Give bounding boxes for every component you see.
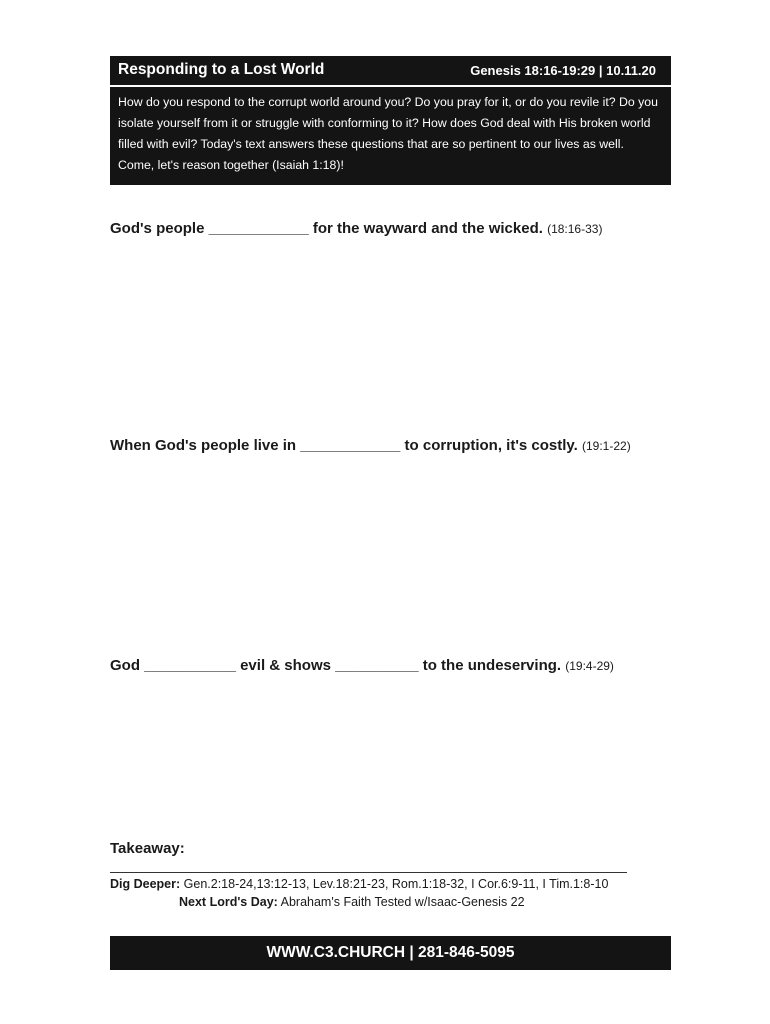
point-2-text: When God's people live in ____________ to corruption, it's costly. (110, 437, 578, 454)
takeaway-line (110, 872, 627, 873)
sermon-header (110, 56, 671, 185)
point-1-ref: (18:16-33) (547, 222, 603, 236)
scripture-reference-date: Genesis 18:16-19:29 | 10.11.20 (470, 63, 656, 78)
point-3 (110, 657, 614, 674)
point-3-text: God ___________ evil & shows __________ to the undeserving. (110, 657, 562, 674)
point-1-text: God's people ____________ for the wayward and the wicked. (110, 220, 543, 237)
next-lords-day-label: Next Lord's Day: (179, 895, 278, 909)
sermon-title: Responding to a Lost World (118, 61, 325, 78)
point-3-ref: (19:4-29) (565, 659, 614, 673)
next-lords-day (179, 895, 525, 909)
dig-deeper (110, 877, 608, 891)
next-lords-day-text: Abraham's Faith Tested w/Isaac-Genesis 22 (280, 895, 525, 909)
footer-contact: WWW.C3.CHURCH | 281-846-5095 (110, 936, 671, 970)
point-2-ref: (19:1-22) (582, 439, 631, 453)
takeaway-label: Takeaway: (110, 840, 185, 857)
dig-deeper-label: Dig Deeper: (110, 877, 181, 891)
sermon-intro: How do you respond to the corrupt world around you? Do you pray for it, or do you revile it? Do you isolate yourself from it or struggle with conforming to it? How does God deal with His broken world filled with evil? Today's text answers these questions that are so pertinent to our lives as well. Come, let's reason together (Isaiah 1:18)! (118, 95, 658, 172)
dig-deeper-text: Gen.2:18-24,13:12-13, Lev.18:21-23, Rom.1:18-32, I Cor.6:9-11, I Tim.1:8-10 (183, 877, 609, 891)
header-bar (110, 56, 671, 87)
point-1 (110, 220, 602, 237)
point-2 (110, 437, 631, 454)
